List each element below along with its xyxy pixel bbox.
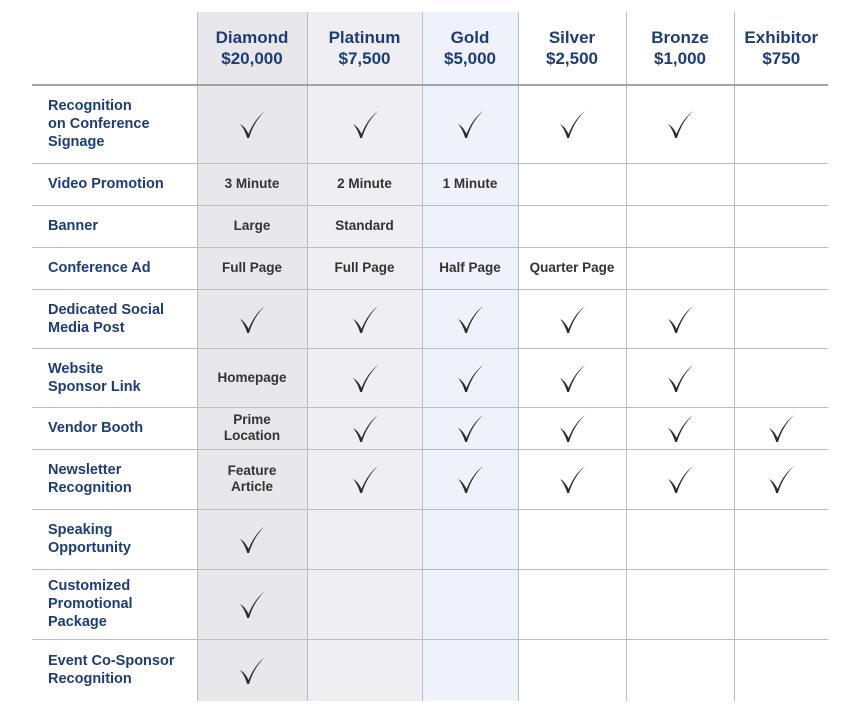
cell-gold	[422, 509, 518, 569]
checkmark-icon	[664, 411, 696, 445]
cell-text-line: Prime	[233, 412, 271, 427]
header-corner-cell	[32, 12, 197, 85]
header-row	[32, 12, 828, 85]
cell-diamond	[197, 639, 307, 701]
cell-exhibitor	[734, 348, 828, 407]
row-label	[32, 569, 197, 639]
cell-platinum	[307, 205, 422, 247]
tier-name: Silver	[548, 28, 596, 47]
table-row	[32, 639, 828, 701]
row-label-line: Customized	[48, 578, 131, 594]
sponsorship-table-container	[32, 12, 828, 701]
cell-text-line: Half Page	[439, 260, 501, 275]
cell-exhibitor	[734, 639, 828, 701]
cell-silver	[518, 85, 626, 163]
tier-price: $5,000	[444, 49, 496, 68]
checkmark-icon	[556, 462, 588, 496]
cell-platinum	[307, 348, 422, 407]
checkmark-icon	[454, 411, 486, 445]
checkmark-icon	[236, 107, 268, 141]
table-row	[32, 289, 828, 348]
row-label-line: Media Post	[48, 319, 125, 336]
row-label-line: Recognition	[48, 98, 132, 115]
tier-name: Diamond	[215, 28, 289, 47]
tier-price: $7,500	[338, 49, 391, 68]
table-row	[32, 247, 828, 289]
cell-silver	[518, 569, 626, 639]
table-row	[32, 407, 828, 449]
row-label	[32, 639, 197, 701]
cell-diamond	[197, 247, 307, 289]
cell-exhibitor	[734, 163, 828, 205]
tier-header-exhibitor	[734, 12, 828, 85]
cell-silver	[518, 509, 626, 569]
cell-bronze	[626, 163, 734, 205]
cell-diamond	[197, 449, 307, 509]
checkmark-icon	[765, 462, 797, 496]
cell-platinum	[307, 569, 422, 639]
cell-bronze	[626, 289, 734, 348]
row-label-line: Event Co-Sponsor	[48, 653, 175, 670]
cell-silver	[518, 163, 626, 205]
checkmark-icon	[236, 653, 268, 687]
table-row	[32, 163, 828, 205]
row-label-line: Recognition	[48, 671, 132, 688]
row-label	[32, 247, 197, 289]
tier-price: $1,000	[654, 49, 706, 68]
row-label-line: Dedicated Social	[48, 301, 165, 318]
cell-gold	[422, 569, 518, 639]
checkmark-icon	[349, 411, 381, 445]
cell-text-line: 1 Minute	[442, 176, 498, 191]
cell-diamond	[197, 348, 307, 407]
table-row	[32, 85, 828, 163]
cell-gold	[422, 639, 518, 701]
tier-price: $2,500	[546, 49, 598, 68]
tier-price: $20,000	[221, 49, 283, 68]
cell-diamond	[197, 569, 307, 639]
tier-header-diamond	[197, 12, 307, 85]
row-label	[32, 407, 197, 449]
cell-bronze	[626, 348, 734, 407]
checkmark-icon	[349, 107, 381, 141]
cell-bronze	[626, 639, 734, 701]
cell-platinum	[307, 407, 422, 449]
cell-exhibitor	[734, 407, 828, 449]
checkmark-icon	[454, 302, 486, 336]
table-row	[32, 449, 828, 509]
row-label	[32, 449, 197, 509]
cell-platinum	[307, 247, 422, 289]
row-label-line: Website	[48, 360, 104, 377]
cell-gold	[422, 163, 518, 205]
cell-platinum	[307, 289, 422, 348]
row-label	[32, 205, 197, 247]
row-label-line: Speaking	[48, 522, 113, 538]
cell-bronze	[626, 205, 734, 247]
row-label-line: Recognition	[48, 480, 132, 496]
cell-silver	[518, 348, 626, 407]
cell-text-line: 3 Minute	[224, 176, 280, 191]
cell-diamond	[197, 163, 307, 205]
cell-silver	[518, 449, 626, 509]
cell-text-line: Location	[223, 428, 281, 443]
cell-exhibitor	[734, 205, 828, 247]
checkmark-icon	[349, 361, 381, 395]
checkmark-icon	[236, 302, 268, 336]
row-label-line: Signage	[48, 134, 105, 151]
row-label-line: Video Promotion	[48, 176, 164, 192]
cell-text-line: Full Page	[334, 260, 395, 275]
cell-diamond	[197, 407, 307, 449]
checkmark-icon	[349, 462, 381, 496]
cell-silver	[518, 247, 626, 289]
row-label	[32, 289, 197, 348]
table-row	[32, 348, 828, 407]
table-row	[32, 205, 828, 247]
checkmark-icon	[664, 302, 696, 336]
checkmark-icon	[765, 411, 797, 445]
cell-exhibitor	[734, 247, 828, 289]
tier-name: Gold	[450, 28, 490, 47]
row-label-line: Conference Ad	[48, 260, 151, 276]
cell-text-line: Homepage	[217, 369, 287, 385]
row-label-line: Promotional	[48, 596, 133, 612]
cell-gold	[422, 407, 518, 449]
cell-platinum	[307, 639, 422, 701]
tier-name: Platinum	[328, 28, 401, 47]
row-label-line: Banner	[48, 218, 98, 234]
checkmark-icon	[664, 462, 696, 496]
checkmark-icon	[556, 302, 588, 336]
row-label-line: Vendor Booth	[48, 420, 144, 436]
checkmark-icon	[664, 361, 696, 395]
tier-name: Bronze	[651, 28, 709, 47]
cell-exhibitor	[734, 569, 828, 639]
cell-gold	[422, 289, 518, 348]
cell-diamond	[197, 509, 307, 569]
checkmark-icon	[556, 411, 588, 445]
cell-bronze	[626, 449, 734, 509]
checkmark-icon	[556, 107, 588, 141]
row-label-line: on Conference	[48, 116, 150, 133]
checkmark-icon	[664, 107, 696, 141]
checkmark-icon	[236, 522, 268, 556]
cell-diamond	[197, 205, 307, 247]
cell-bronze	[626, 247, 734, 289]
cell-gold	[422, 348, 518, 407]
table-row	[32, 509, 828, 569]
cell-gold	[422, 205, 518, 247]
row-label	[32, 509, 197, 569]
cell-exhibitor	[734, 85, 828, 163]
cell-platinum	[307, 85, 422, 163]
cell-platinum	[307, 449, 422, 509]
cell-bronze	[626, 407, 734, 449]
cell-exhibitor	[734, 509, 828, 569]
checkmark-icon	[556, 361, 588, 395]
row-label	[32, 85, 197, 163]
cell-silver	[518, 639, 626, 701]
tier-name: Exhibitor	[744, 28, 819, 47]
cell-diamond	[197, 85, 307, 163]
checkmark-icon	[454, 361, 486, 395]
cell-diamond	[197, 289, 307, 348]
row-label-line: Sponsor Link	[48, 378, 141, 395]
cell-exhibitor	[734, 449, 828, 509]
cell-text-line: Quarter Page	[529, 260, 615, 275]
cell-silver	[518, 289, 626, 348]
row-label-line: Newsletter	[48, 462, 122, 478]
cell-text-line: Large	[233, 218, 271, 233]
sponsorship-tiers-table	[32, 12, 828, 701]
cell-text-line: Full Page	[221, 260, 282, 275]
cell-silver	[518, 407, 626, 449]
cell-platinum	[307, 509, 422, 569]
row-label-line: Opportunity	[48, 540, 131, 556]
cell-gold	[422, 247, 518, 289]
cell-exhibitor	[734, 289, 828, 348]
checkmark-icon	[236, 587, 268, 621]
cell-platinum	[307, 163, 422, 205]
tier-header-gold	[422, 12, 518, 85]
cell-bronze	[626, 509, 734, 569]
table-row	[32, 569, 828, 639]
cell-text-line: Article	[230, 479, 274, 494]
tier-header-silver	[518, 12, 626, 85]
row-label-line: Package	[48, 614, 107, 630]
row-label	[32, 163, 197, 205]
cell-text-line: 2 Minute	[337, 176, 392, 191]
tier-header-bronze	[626, 12, 734, 85]
cell-silver	[518, 205, 626, 247]
cell-bronze	[626, 85, 734, 163]
table-body	[32, 85, 828, 701]
checkmark-icon	[454, 462, 486, 496]
cell-gold	[422, 449, 518, 509]
checkmark-icon	[349, 302, 381, 336]
cell-gold	[422, 85, 518, 163]
tier-price: $750	[762, 49, 801, 68]
cell-text-line: Feature	[227, 463, 277, 478]
checkmark-icon	[454, 107, 486, 141]
cell-text-line: Standard	[335, 218, 394, 233]
row-label	[32, 348, 197, 407]
cell-bronze	[626, 569, 734, 639]
tier-header-platinum	[307, 12, 422, 85]
